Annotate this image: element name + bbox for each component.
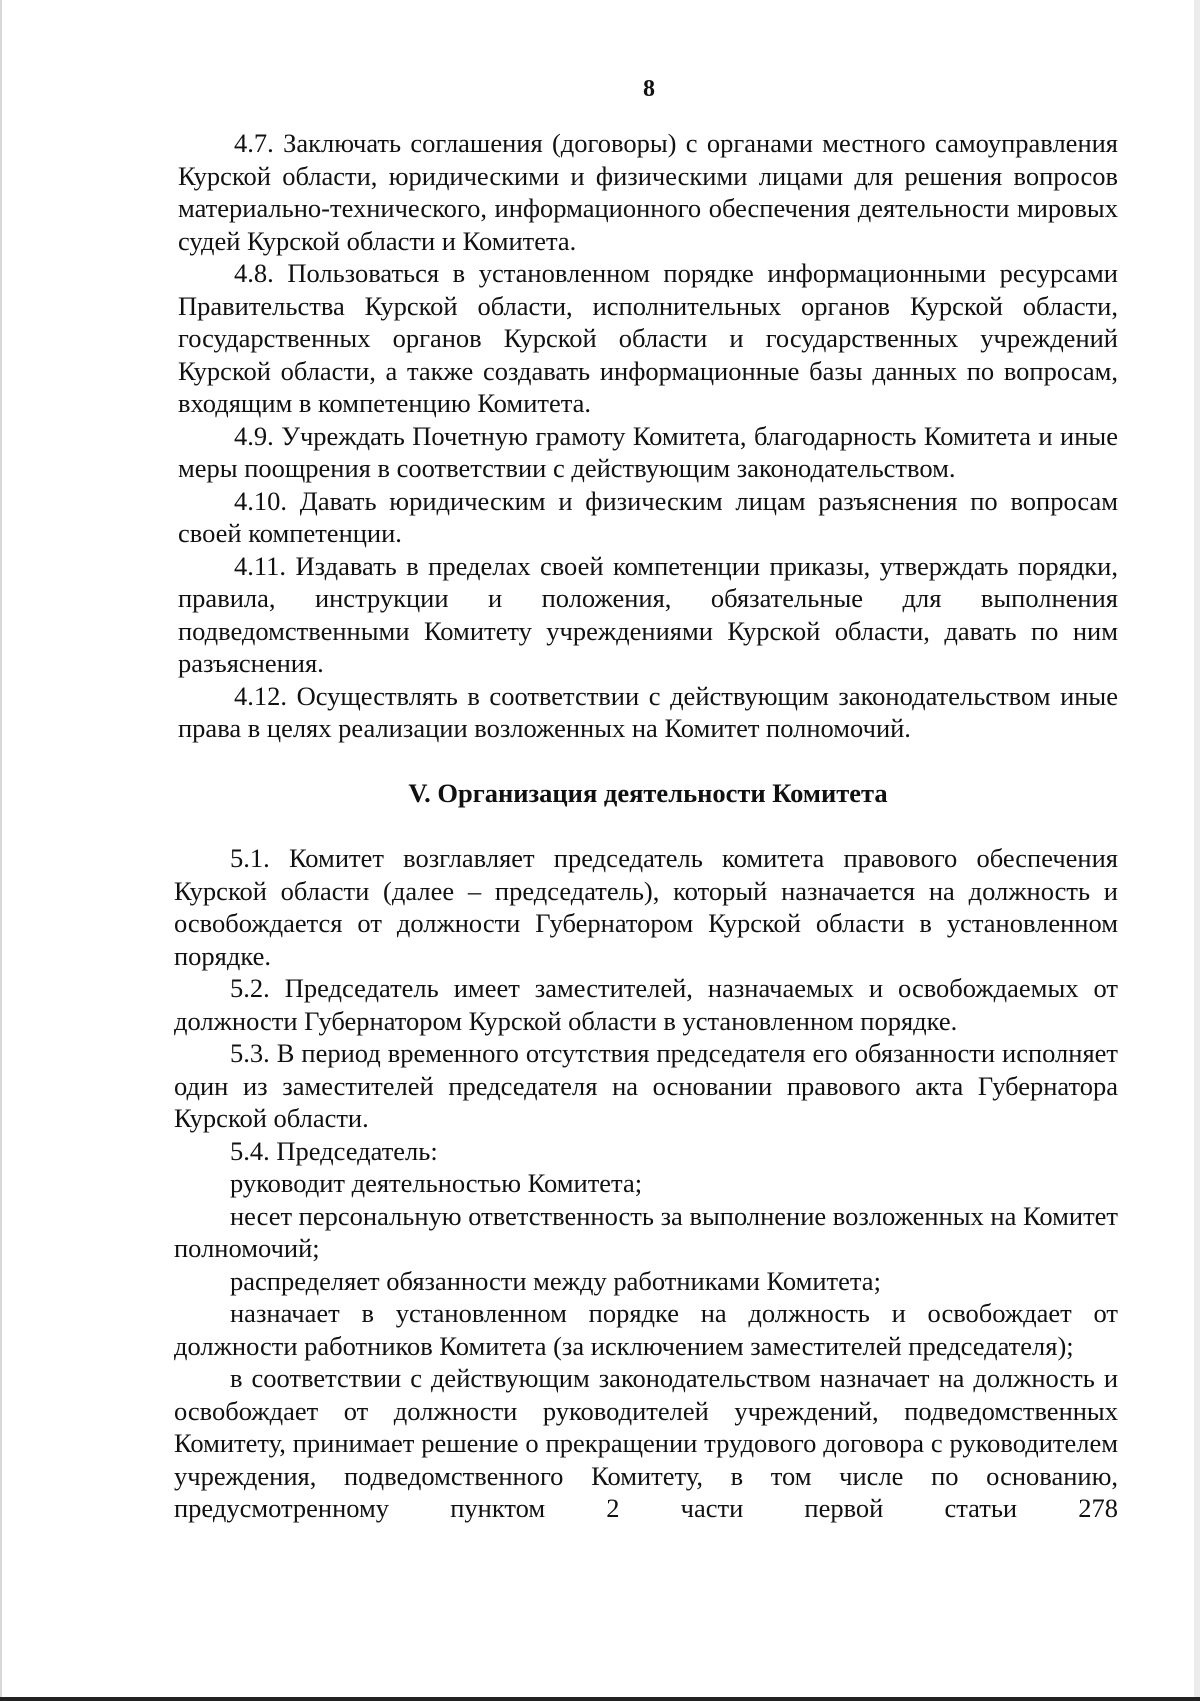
scan-edge-left xyxy=(0,0,2,1701)
scan-edge-bottom xyxy=(0,1697,1200,1701)
section-heading: V. Организация деятельности Комитета xyxy=(408,777,888,808)
paragraph-duty-2: несет персональную ответственность за выполнение возложенных на Комитет полномочий; xyxy=(174,1200,1118,1263)
paragraph-4-8: 4.8. Пользоваться в установленном порядке информационными ресурсами Правительства Курской области, исполнительных органов Курской области, государственных органов Курской области и государственных учреждений Курской области, а также создавать информационные базы данных по вопросам, входящим в компетенцию Комитета. xyxy=(178,258,1118,418)
paragraph-duty-1: руководит деятельностью Комитета; xyxy=(230,1168,643,1198)
paragraph-5-4: 5.4. Председатель: xyxy=(230,1135,438,1166)
paragraph-duty-4: назначает в установленном порядке на должность и освобождает от должности работников Комитета (за исключением заместителей председателя); xyxy=(174,1298,1118,1361)
paragraph-4-9: 4.9. Учреждать Почетную грамоту Комитета, благодарность Комитета и иные меры поощрения в соответствии с действующим законодательством. xyxy=(178,420,1118,483)
paragraph-4-11: 4.11. Издавать в пределах своей компетенции приказы, утверждать порядки, правила, инструкции и положения, обязательные для выполнения подведомственными Комитету учреждениями Курской области, давать по ним разъяснения. xyxy=(178,550,1118,678)
text-block-section-5 xyxy=(174,842,1118,1525)
text-block-section-4 xyxy=(178,127,1118,841)
paragraph-5-1: 5.1. Комитет возглавляет председатель комитета правового обеспечения Курской области (далее – председатель), который назначается на должность и освобождается от должности Губернатором Курской области в установленном порядке. xyxy=(174,843,1118,971)
paragraph-duty-3: распределяет обязанности между работниками Комитета; xyxy=(230,1265,881,1296)
paragraph-duty-5: в соответствии с действующим законодательством назначает на должность и освобождает от должности руководителей учреждений, подведомственных Комитету, принимает решение о прекращении трудового договора с руководителем учреждения, подведомственного Комитету, в том числе по основанию, предусмотренному пунктом 2 части первой статьи 278 xyxy=(174,1363,1118,1523)
paragraph-5-2: 5.2. Председатель имеет заместителей, назначаемых и освобождаемых от должности Губернатором Курской области в установленном порядке. xyxy=(174,973,1118,1036)
page-number: 8 xyxy=(643,76,655,102)
paragraph-5-3: 5.3. В период временного отсутствия председателя его обязанности исполняет один из заместителей председателя на основании правового акта Губернатора Курской области. xyxy=(174,1038,1118,1133)
paragraph-4-10: 4.10. Давать юридическим и физическим лицам разъяснения по вопросам своей компетенции. xyxy=(178,485,1118,548)
paragraph-4-12: 4.12. Осуществлять в соответствии с действующим законодательством иные права в целях реализации возложенных на Комитет полномочий. xyxy=(178,680,1118,743)
paragraph-4-7: 4.7. Заключать соглашения (договоры) с органами местного самоуправления Курской области, юридическими и физическими лицами для решения вопросов материально-технического, информационного обеспечения деятельности мировых судей Курской области и Комитета. xyxy=(178,128,1118,256)
scan-edge-right xyxy=(1194,0,1200,1701)
